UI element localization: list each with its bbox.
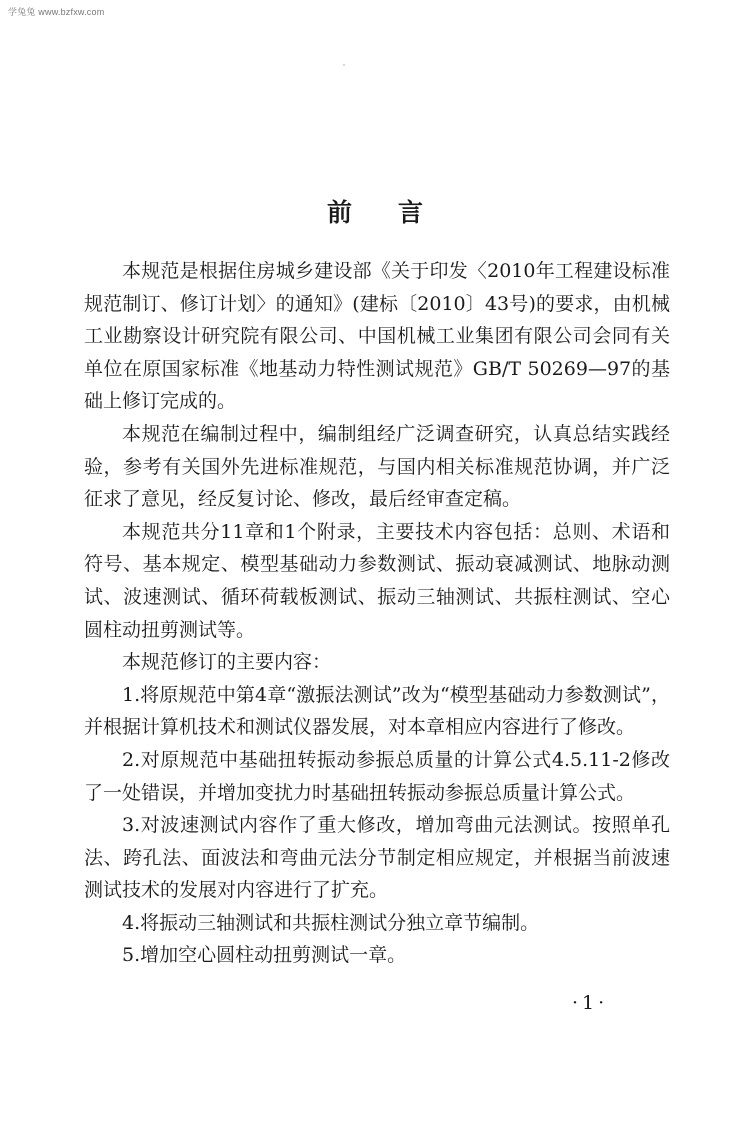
body-text	[84, 255, 670, 972]
revision-item-4: 4.将振动三轴测试和共振柱测试分独立章节编制。	[122, 911, 540, 934]
paragraph-revision-intro: 本规范修订的主要内容：	[122, 651, 332, 674]
page-title: 前言	[326, 198, 469, 227]
page-number: ·1·	[572, 992, 609, 1014]
revision-item-2: 2.对原规范中基础扭转振动参振总质量的计算公式4.5.11-2修改了一处错误，并增加变扰力时基础扭转振动参振总质量计算公式。	[84, 748, 670, 804]
paragraph-basis: 本规范是根据住房城乡建设部《关于印发〈2010年工程建设标准规范制订、修订计划〉的通知》(建标〔2010〕43号)的要求，由机械工业勘察设计研究院有限公司、中国机械工业集团有限公司会同有关单位在原国家标准《地基动力特性测试规范》GB/T 50269—97的基础上修订完成的。	[84, 260, 670, 413]
watermark-text: 学兔兔 www.bzfxw.com	[8, 7, 105, 17]
paragraph-structure: 本规范共分11章和1个附录，主要技术内容包括：总则、术语和符号、基本规定、模型基础动力参数测试、振动衰减测试、地脉动测试、波速测试、循环荷载板测试、振动三轴测试、共振柱测试、空心圆柱动扭剪测试等。	[84, 520, 670, 641]
revision-item-3: 3.对波速测试内容作了重大修改，增加弯曲元法测试。按照单孔法、跨孔法、面波法和弯曲元法分节制定相应规定，并根据当前波速测试技术的发展对内容进行了扩充。	[84, 814, 670, 902]
paragraph-process: 本规范在编制过程中，编制组经广泛调查研究，认真总结实践经验，参考有关国外先进标准规范，与国内相关标准规范协调，并广泛征求了意见，经反复讨论、修改，最后经审查定稿。	[84, 422, 670, 511]
revision-item-1: 1.将原规范中第4章“激振法测试”改为“模型基础动力参数测试”，并根据计算机技术和测试仪器发展，对本章相应内容进行了修改。	[84, 683, 670, 739]
scan-speck	[343, 64, 345, 66]
revision-item-5: 5.增加空心圆柱动扭剪测试一章。	[122, 944, 407, 967]
